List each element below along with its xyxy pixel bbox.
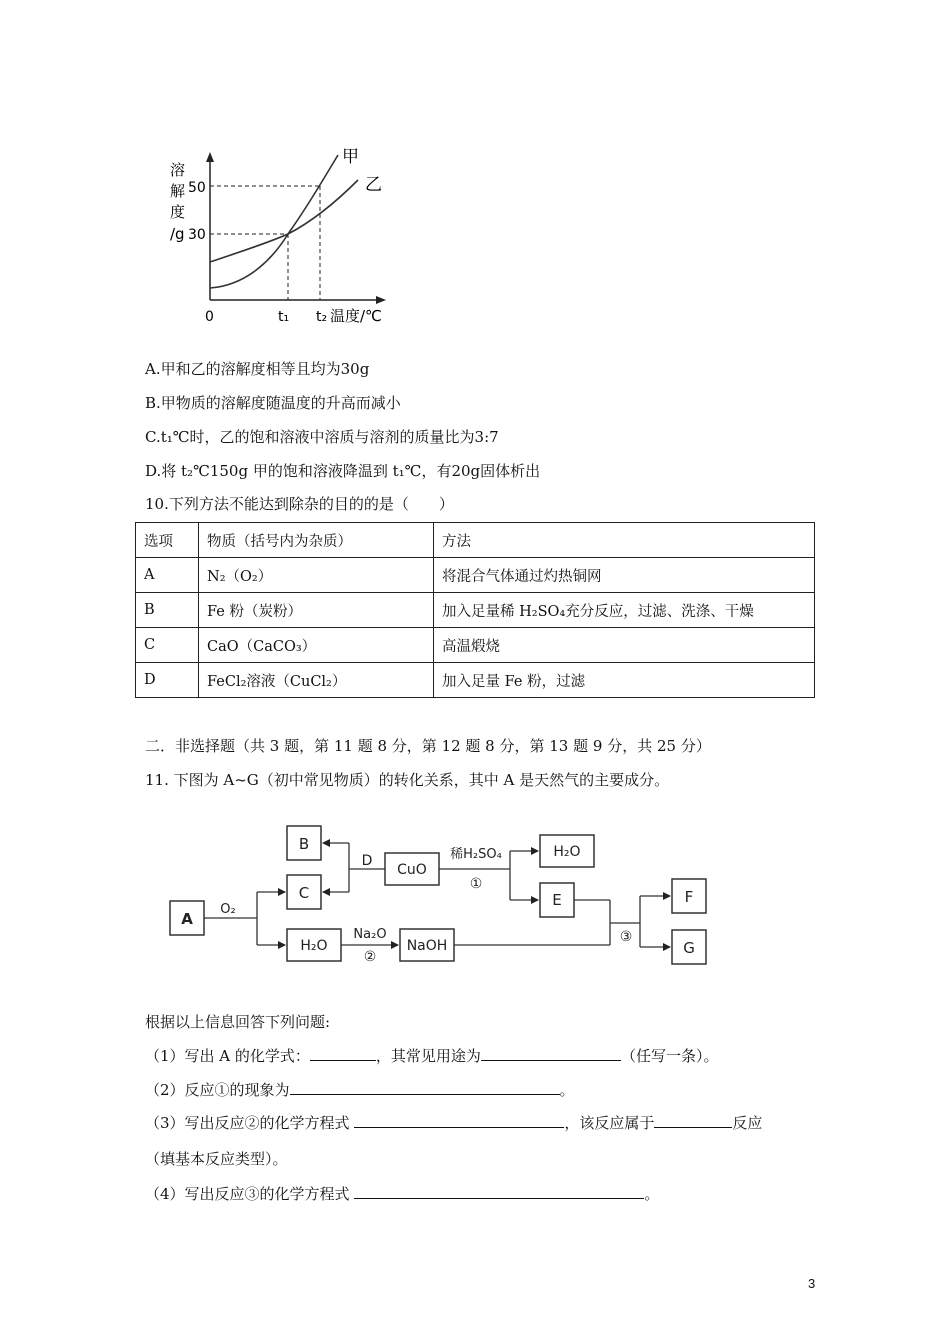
header-cell: 方法 xyxy=(434,523,815,558)
part1-text: ，其常见用途为 xyxy=(375,1047,481,1065)
q11-part3 xyxy=(145,1112,762,1133)
answer-blank[interactable] xyxy=(354,1112,564,1128)
table-row xyxy=(136,663,815,698)
y-label-char: 溶 xyxy=(170,161,186,179)
x-tick-t2: t₂ xyxy=(316,309,328,325)
q11-part3-note: （填基本反应类型）。 xyxy=(145,1150,288,1168)
table-cell: 加入足量稀 H₂SO₄充分反应，过滤、洗涤、干燥 xyxy=(434,593,815,628)
table-cell: B xyxy=(136,593,199,628)
origin-label: 0 xyxy=(205,309,214,325)
y-axis-arrow xyxy=(206,152,214,162)
q11-part4 xyxy=(145,1183,659,1204)
y-label-char: 解 xyxy=(170,182,186,200)
part3-text: ，该反应属于 xyxy=(564,1114,655,1132)
part2-text: 。 xyxy=(559,1081,575,1099)
table-cell: CaO（CaCO₃） xyxy=(199,628,434,663)
table-cell: FeCl₂溶液（CuCl₂） xyxy=(199,663,434,698)
curve-yi-label: 乙 xyxy=(365,175,382,195)
label-circ3: ③ xyxy=(619,929,633,945)
label-b: B xyxy=(298,835,310,853)
answer-blank[interactable] xyxy=(654,1112,732,1128)
part3-text: （3）写出反应②的化学方程式 xyxy=(145,1114,355,1132)
label-na2o: Na₂O xyxy=(353,927,387,942)
x-axis-arrow xyxy=(376,296,386,304)
table-cell: Fe 粉（炭粉） xyxy=(199,593,434,628)
part1-text: （任写一条）。 xyxy=(620,1047,719,1065)
label-f: F xyxy=(684,888,694,906)
header-cell: 选项 xyxy=(136,523,199,558)
label-h2o-top: H₂O xyxy=(553,844,581,860)
table-cell: A xyxy=(136,558,199,593)
table-cell: 高温煅烧 xyxy=(434,628,815,663)
q11-stem: 11. 下图为 A~G（初中常见物质）的转化关系，其中 A 是天然气的主要成分。 xyxy=(145,771,670,789)
label-circ1: ① xyxy=(469,876,483,892)
option-a: A.甲和乙的溶解度相等且均为30g xyxy=(145,360,370,378)
answer-blank[interactable] xyxy=(481,1045,621,1061)
label-g: G xyxy=(683,939,695,957)
label-circ2: ② xyxy=(363,949,377,965)
part2-text: （2）反应①的现象为 xyxy=(145,1081,290,1099)
y-label-char: /g xyxy=(170,225,185,243)
y-label-char: 度 xyxy=(170,203,186,221)
solubility-graph xyxy=(160,140,410,330)
label-d: D xyxy=(361,853,373,869)
q11-part2 xyxy=(145,1079,575,1100)
label-e: E xyxy=(552,891,562,909)
label-o2: O₂ xyxy=(220,902,236,917)
table-cell: D xyxy=(136,663,199,698)
y-tick-30: 30 xyxy=(188,227,206,243)
answer-blank[interactable] xyxy=(310,1045,376,1061)
table-cell: 将混合气体通过灼热铜网 xyxy=(434,558,815,593)
part1-text: （1）写出 A 的化学式： xyxy=(145,1047,310,1065)
x-tick-t1: t₁ xyxy=(278,309,290,325)
answer-blank[interactable] xyxy=(290,1079,560,1095)
part4-text: （4）写出反应③的化学方程式 xyxy=(145,1185,355,1203)
y-tick-50: 50 xyxy=(188,180,206,196)
q10-table xyxy=(135,522,815,698)
table-row xyxy=(136,593,815,628)
label-naoh: NaOH xyxy=(406,938,448,954)
part3-text: 反应 xyxy=(732,1114,763,1132)
label-cuo: CuO xyxy=(397,862,427,878)
q11-part1 xyxy=(145,1045,718,1066)
label-c: C xyxy=(298,884,310,902)
curve-jia xyxy=(210,155,338,288)
section2-title: 二．非选择题（共 3 题，第 11 题 8 分，第 12 题 8 分，第 13 题 9 分，共 25 分） xyxy=(145,737,711,755)
answer-blank[interactable] xyxy=(354,1183,644,1199)
curve-jia-label: 甲 xyxy=(342,147,359,167)
table-cell: N₂（O₂） xyxy=(199,558,434,593)
curve-yi xyxy=(210,180,358,262)
q11-intro: 根据以上信息回答下列问题: xyxy=(145,1013,331,1031)
label-dilute-acid: 稀H₂SO₄ xyxy=(450,847,502,862)
label-a: A xyxy=(181,910,193,928)
part4-text: 。 xyxy=(644,1185,660,1203)
table-cell: 加入足量 Fe 粉，过滤 xyxy=(434,663,815,698)
page-number: 3 xyxy=(808,1276,816,1291)
q10-stem: 10.下列方法不能达到除杂的目的的是（ ） xyxy=(145,495,454,513)
label-h2o-bottom: H₂O xyxy=(300,938,328,954)
table-cell: C xyxy=(136,628,199,663)
option-c: C.t₁℃时，乙的饱和溶液中溶质与溶剂的质量比为3:7 xyxy=(145,428,499,446)
option-b: B.甲物质的溶解度随温度的升高而减小 xyxy=(145,394,401,412)
table-header-row xyxy=(136,523,815,558)
conversion-diagram xyxy=(160,815,720,975)
header-cell: 物质（括号内为杂质） xyxy=(199,523,434,558)
table-row xyxy=(136,628,815,663)
option-d: D.将 t₂℃150g 甲的饱和溶液降温到 t₁℃，有20g固体析出 xyxy=(145,462,541,480)
x-axis-label: 温度/℃ xyxy=(330,307,382,325)
table-row xyxy=(136,558,815,593)
